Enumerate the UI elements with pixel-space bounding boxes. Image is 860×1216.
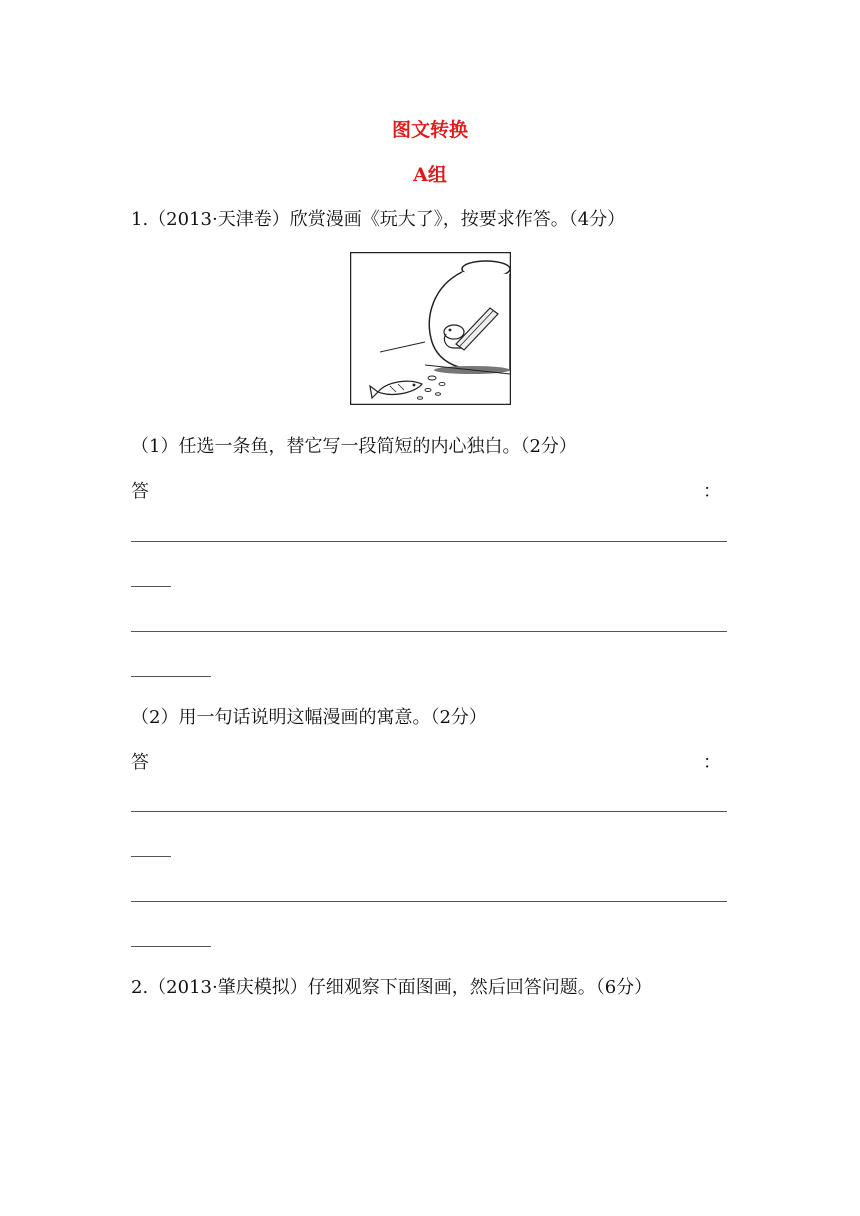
answer-line[interactable]: [131, 901, 727, 902]
question-1-part-2: （2）用一句话说明这幅漫画的寓意。（2分）: [131, 707, 487, 728]
answer-line[interactable]: [131, 586, 171, 587]
answer-line[interactable]: [131, 541, 727, 542]
answer-colon: ：: [703, 481, 721, 502]
group-title: A组: [413, 164, 447, 186]
answer-row-1: [131, 477, 721, 503]
answer-line[interactable]: [131, 856, 171, 857]
question-1-stem: 1.（2013·天津卷）欣赏漫画《玩大了》，按要求作答。（4分）: [131, 209, 626, 230]
answer-label: 答: [131, 752, 149, 773]
answer-label: 答: [131, 481, 149, 502]
answer-line[interactable]: [131, 631, 727, 632]
document-title: 图文转换: [391, 119, 468, 141]
answer-line[interactable]: [131, 946, 211, 947]
answer-row-2: [131, 748, 721, 774]
answer-colon: ：: [703, 752, 721, 773]
question-1-part-1: （1）任选一条鱼，替它写一段简短的内心独白。（2分）: [131, 436, 577, 457]
question-2-stem: 2.（2013·肇庆模拟）仔细观察下面图画，然后回答问题。（6分）: [131, 977, 653, 998]
answer-line[interactable]: [131, 811, 727, 812]
answer-line[interactable]: [131, 676, 211, 677]
cartoon-fishbowl-image: [350, 252, 511, 405]
